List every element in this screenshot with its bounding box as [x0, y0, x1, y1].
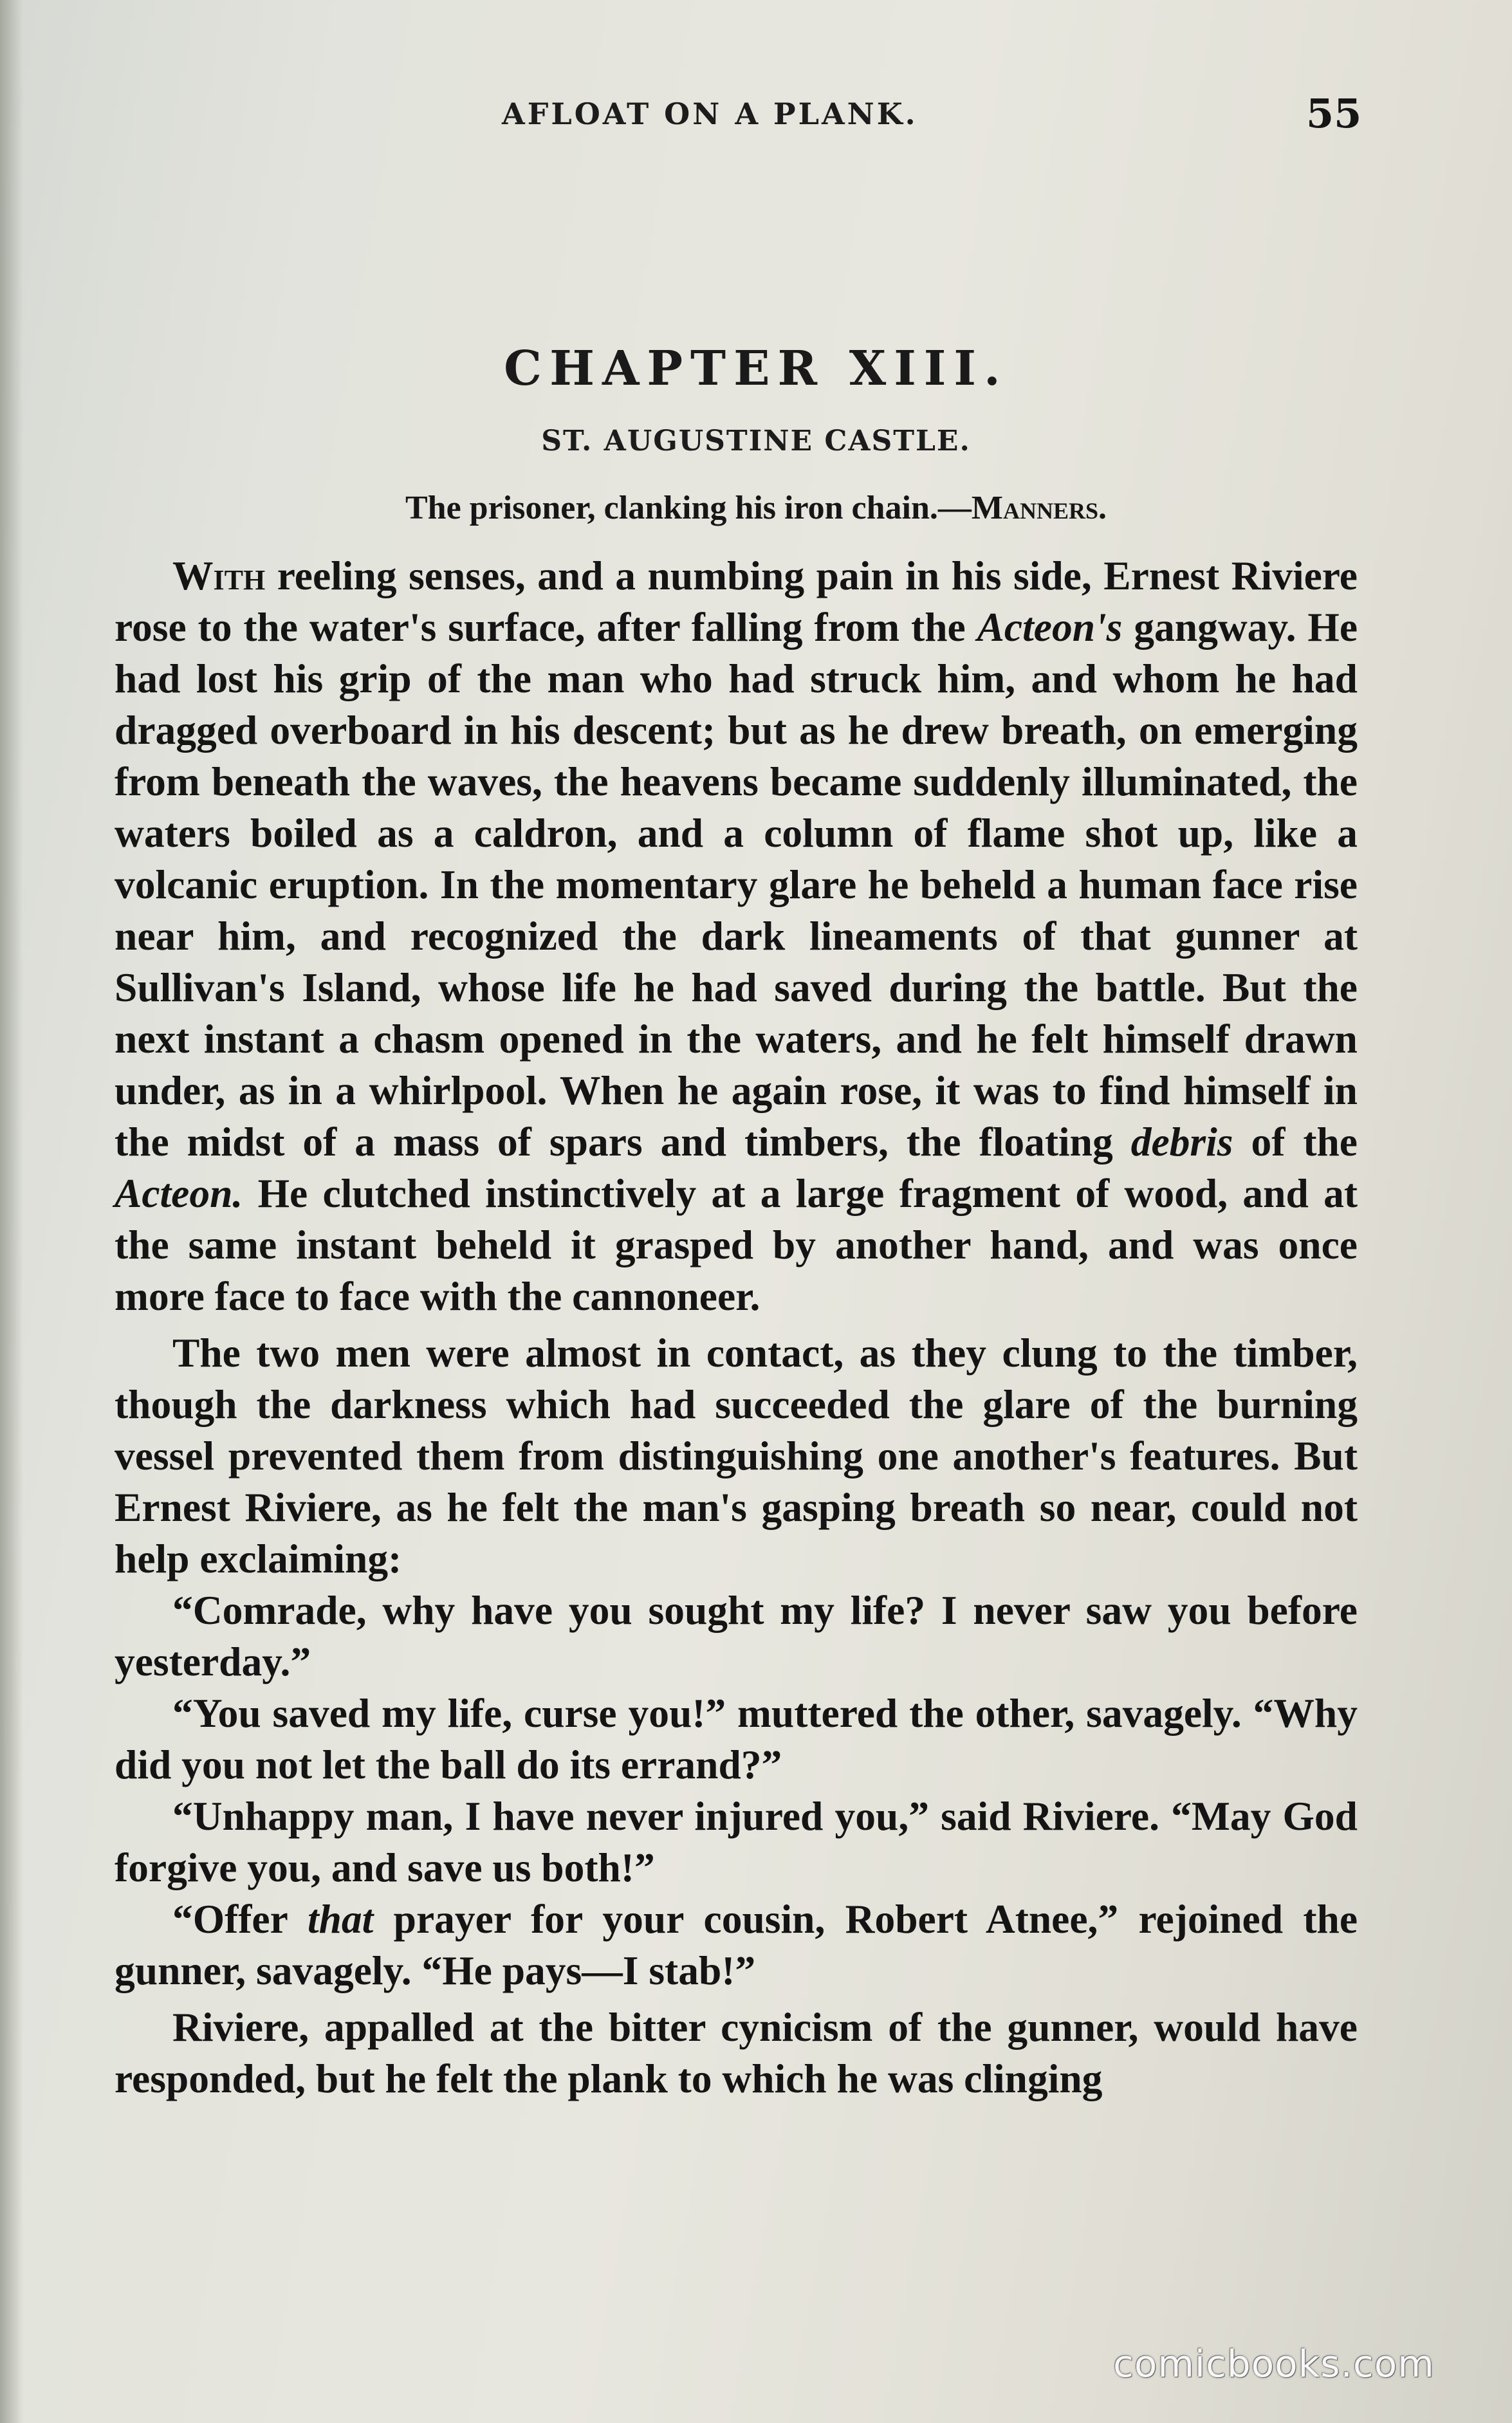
epigraph-text: The prisoner, clanking his iron chain.—: [405, 490, 972, 526]
p1-part-c: of the: [1233, 1119, 1358, 1165]
chapter-title: CHAPTER XIII.: [504, 341, 1008, 396]
paragraph-2: The two men were almost in contact, as they clung to the timber, though the darkness which had succeeded the glare of the burning vessel prevented them from distinguishing one another's features. But Ernest Riviere, as he felt the man's gasping breath so near, could not help exclaiming:: [115, 1330, 1358, 1581]
p1-part-a: reeling senses, and a numbing pain in his side, Ernest Riviere rose to the water's surface, after falling from the: [115, 553, 1358, 650]
p6-part-a: “Offer: [172, 1896, 308, 1942]
p6-part-b: prayer for your cousin, Robert Atnee,” rejoined the gunner, savagely. “He pays—I stab!”: [115, 1896, 1358, 1993]
paragraph-1: [115, 550, 1358, 1322]
paragraph-7: Riviere, appalled at the bitter cynicism of the gunner, would have responded, but he felt the plank to which he was clinging: [115, 2004, 1358, 2101]
p1-italic-acteon: Acteon.: [115, 1170, 243, 1216]
p1-part-b: gangway. He had lost his grip of the man who had struck him, and whom he had dragged overboard in his descent; but as he drew breath, on emerging from beneath the waves, the heavens became suddenly illuminated, the waters boiled as a caldron, and a column of flame shot up, like a volcanic eruption. In the momentary glare he beheld a human face rise near him, and recognized the dark lineaments of that gunner at Sullivan's Island, whose life he had saved during the battle. But the next instant a chasm opened in the waters, and he felt himself drawn under, as in a whirlpool. When he again rose, it was to find himself in the midst of a mass of spars and timbers, the floating: [115, 604, 1358, 1165]
paragraph-4: “You saved my life, curse you!” muttered the other, savagely. “Why did you not let the ball do its errand?”: [115, 1690, 1358, 1787]
p6-italic-that: that: [307, 1896, 374, 1942]
paragraph-5: “Unhappy man, I have never injured you,” said Riviere. “May God forgive you, and save us both!”: [115, 1793, 1358, 1890]
running-head: AFLOAT ON A PLANK.: [502, 97, 918, 131]
p1-italic-acteons: Acteon's: [977, 604, 1123, 650]
watermark: comicbooks.com: [1113, 2342, 1435, 2386]
p1-italic-debris: debris: [1130, 1119, 1233, 1165]
page-number: 55: [1306, 90, 1362, 137]
paragraph-6: [115, 1893, 1358, 1996]
epigraph-author: Manners.: [971, 490, 1107, 526]
epigraph: [0, 489, 1512, 527]
chapter-subtitle: ST. AUGUSTINE CASTLE.: [541, 425, 971, 457]
paragraph-3: “Comrade, why have you sought my life? I never saw you before yesterday.”: [115, 1587, 1358, 1684]
drop-word: With: [172, 553, 266, 598]
body-text: [115, 550, 1358, 2105]
p1-part-d: He clutched instinctively at a large fragment of wood, and at the same instant beheld it grasped by another hand, and was once more face to face with the cannoneer.: [115, 1170, 1358, 1319]
